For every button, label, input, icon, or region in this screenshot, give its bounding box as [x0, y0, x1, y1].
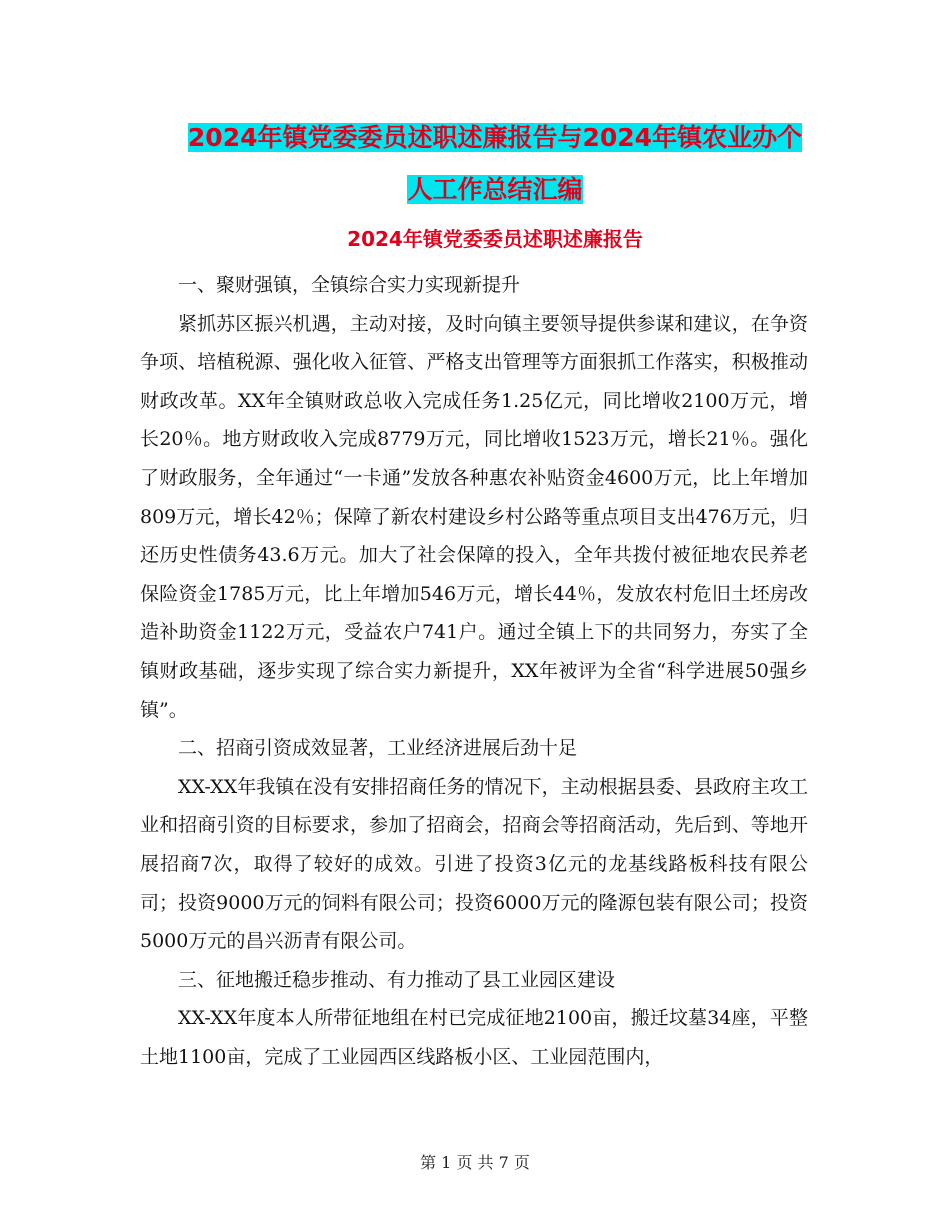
document-title-line-2: 人工作总结汇编 [407, 175, 583, 204]
section-title: 2024年镇党委委员述职述廉报告 [347, 227, 643, 251]
document-body [140, 266, 808, 1076]
heading-paragraph-3: 三、征地搬迁稳步推动、有力推动了县工业园区建设 [178, 968, 616, 991]
body-paragraph-2: XX-XX年我镇在没有安排招商任务的情况下，主动根据县委、县政府主攻工业和招商引资的目标要求，参加了招商会，招商会等招商活动，先后到、等地开展招商7次，取得了较好的成效。引进了投资3亿元的龙基线路板科技有限公司；投资9000万元的饲料有限公司；投资6000万元的隆源包装有限公司；投资5000万元的昌兴沥青有限公司。 [140, 775, 808, 953]
heading-paragraph-1: 一、聚财强镇，全镇综合实力实现新提升 [178, 274, 521, 296]
document-title-line-1: 2024年镇党委委员述职述廉报告与2024年镇农业办个 [187, 123, 803, 152]
document-title [140, 112, 850, 216]
page-footer [0, 1152, 950, 1174]
body-paragraph-3: XX-XX年度本人所带征地组在村已完成征地2100亩，搬迁坟墓34座，平整土地1100亩，完成了工业园西区线路板小区、工业园范围内， [140, 1007, 808, 1068]
page-number: 第 1 页 共 7 页 [420, 1153, 530, 1172]
body-paragraph-1: 紧抓苏区振兴机遇，主动对接，及时向镇主要领导提供参谋和建议，在争资争项、培植税源、强化收入征管、严格支出管理等方面狠抓工作落实，积极推动财政改革。XX年全镇财政总收入完成任务1.25亿元，同比增收2100万元，增长20％。地方财政收入完成8779万元，同比增收1523万元，增长21％。强化了财政服务，全年通过“一卡通”发放各种惠农补贴资金4600万元，比上年增加809万元，增长42％；保障了新农村建设乡村公路等重点项目支出476万元，归还历史性债务43.6万元。加大了社会保障的投入，全年共拨付被征地农民养老保险资金1785万元，比上年增加546万元，增长44％，发放农村危旧土坯房改造补助资金1122万元，受益农户741户。通过全镇上下的共同努力，夯实了全镇财政基础，逐步实现了综合实力新提升，XX年被评为全省“科学进展50强乡镇”。 [140, 312, 808, 721]
heading-paragraph-2: 二、招商引资成效显著，工业经济进展后劲十足 [178, 737, 578, 760]
